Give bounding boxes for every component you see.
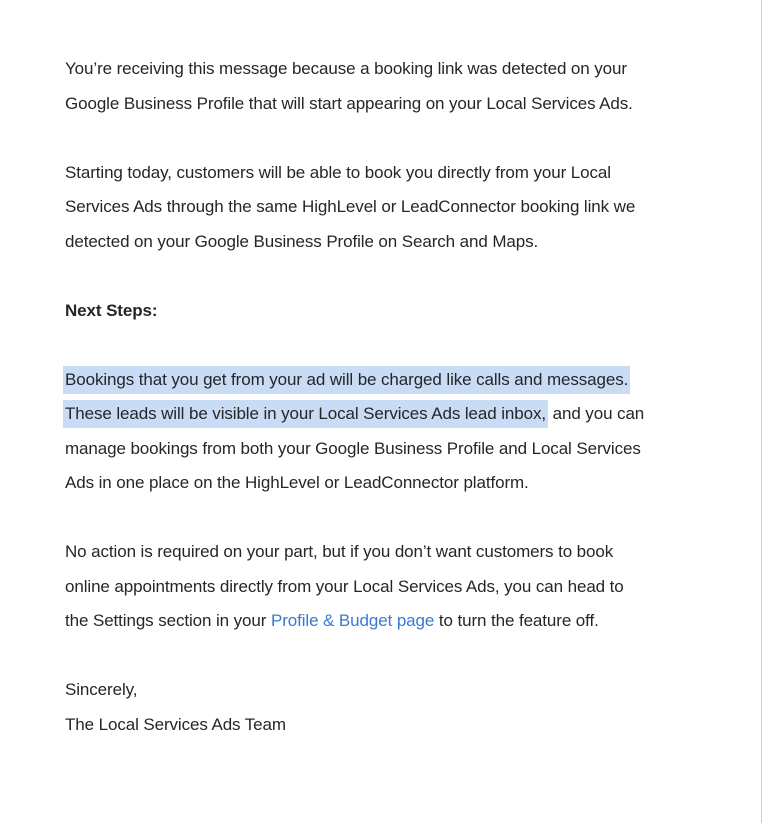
page-edge-divider	[761, 0, 762, 823]
closing-text: Sincerely,	[65, 680, 138, 699]
signature-text: The Local Services Ads Team	[65, 714, 286, 734]
no-action-paragraph	[65, 535, 755, 639]
settings-text-end: to turn the feature off.	[434, 611, 599, 630]
charges-line: manage bookings from both your Google Business Profile and Local Services	[65, 438, 641, 458]
charges-line	[65, 397, 755, 432]
booking-line: Starting today, customers will be able to book you directly from your Local	[65, 162, 611, 182]
booking-paragraph	[65, 156, 755, 260]
no-action-line: No action is required on your part, but if you don’t want customers to book	[65, 542, 614, 561]
selected-text-highlight[interactable]: Bookings that you get from your ad will be charged like calls and messages.	[63, 366, 630, 394]
charges-line: Ads in one place on the HighLevel or LeadConnector platform.	[65, 473, 529, 492]
charges-line	[65, 363, 755, 398]
intro-line: You’re receiving this message because a booking link was detected on your	[65, 59, 627, 78]
signature-block	[65, 673, 755, 742]
booking-line: Services Ads through the same HighLevel or LeadConnector booking link we	[65, 197, 636, 216]
no-action-line	[65, 604, 755, 639]
intro-line: Google Business Profile that will start appearing on your Local Services Ads.	[65, 93, 633, 113]
charges-paragraph	[65, 363, 755, 501]
selected-text-highlight[interactable]: These leads will be visible in your Local Services Ads lead inbox,	[63, 400, 548, 428]
profile-budget-link[interactable]: Profile & Budget page	[270, 611, 435, 630]
booking-line: detected on your Google Business Profile on Search and Maps.	[65, 231, 539, 251]
intro-paragraph	[65, 52, 755, 121]
no-action-line: online appointments directly from your Local Services Ads, you can head to	[65, 576, 624, 596]
charges-line-rest: and you can	[548, 404, 645, 423]
next-steps-paragraph	[65, 294, 755, 329]
settings-text: the Settings section in your	[65, 611, 271, 630]
email-body	[65, 52, 755, 742]
next-steps-heading: Next Steps:	[65, 300, 158, 320]
